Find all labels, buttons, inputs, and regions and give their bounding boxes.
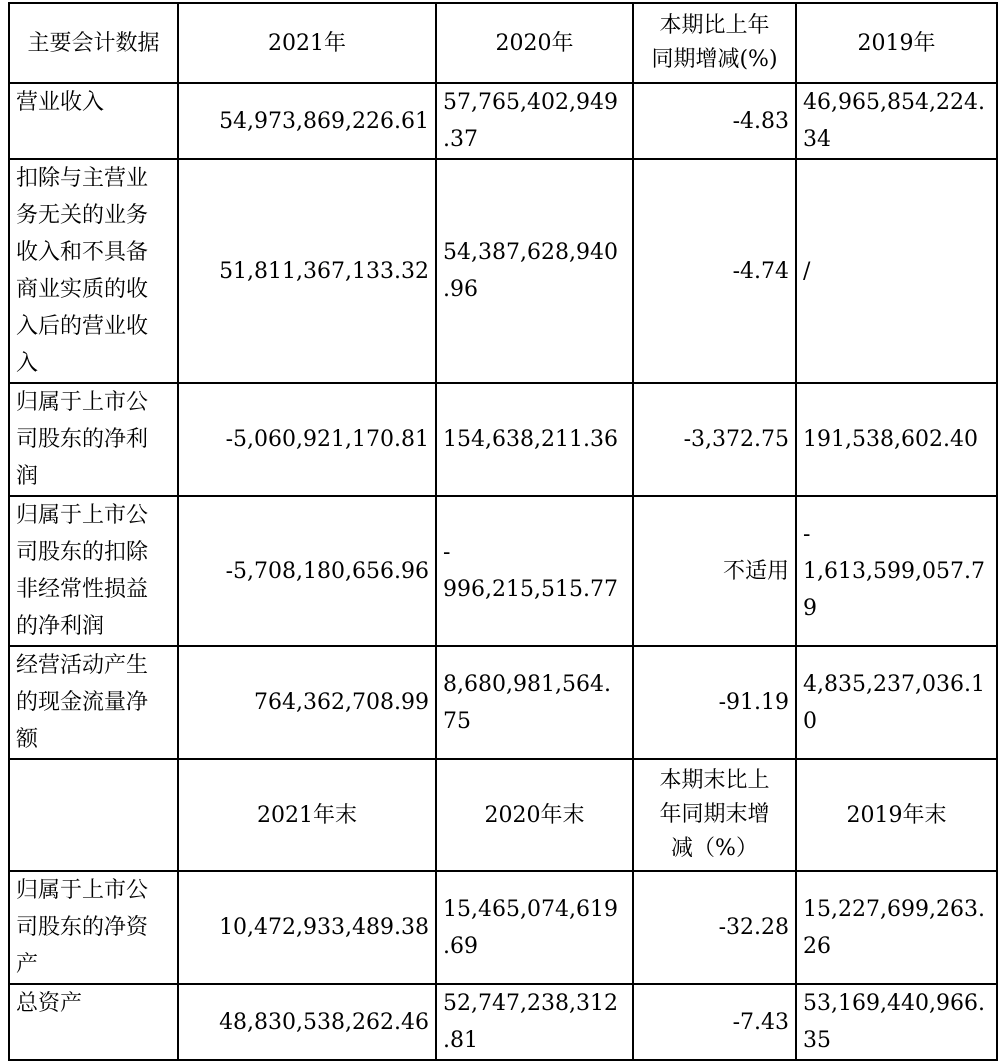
- header-label: 主要会计数据: [27, 30, 160, 56]
- value-change: -91.19: [633, 646, 796, 759]
- value-2019: 15,227,699,263. 26: [796, 871, 997, 984]
- value-2020: 8,680,981,564. 75: [436, 646, 633, 759]
- header-2020-end: 2020年末: [484, 802, 585, 828]
- value-change: -7.43: [633, 984, 796, 1060]
- value-2020: 15,465,074,619 .69: [436, 871, 633, 984]
- header-2020-end-cell: [436, 759, 633, 871]
- table-row: [9, 383, 997, 496]
- value-change: 不适用: [633, 496, 796, 646]
- value-2019: - 1,613,599,057.7 9: [796, 496, 997, 646]
- row-label: 营业收入: [9, 83, 178, 159]
- header-label-cell: [9, 3, 178, 83]
- table-row: [9, 159, 997, 383]
- accounting-data-table: [8, 2, 998, 1061]
- value-change: -4.74: [633, 159, 796, 383]
- header-2019-end: 2019年末: [846, 802, 947, 828]
- value-2021: 48,830,538,262.46: [178, 984, 436, 1060]
- value-2019: 4,835,237,036.1 0: [796, 646, 997, 759]
- header-2019-cell: [796, 3, 997, 83]
- value-change: -4.83: [633, 83, 796, 159]
- header-row: [9, 3, 997, 83]
- header-2020-cell: [436, 3, 633, 83]
- value-change: -32.28: [633, 871, 796, 984]
- row-label: 总资产: [9, 984, 178, 1060]
- table-row: [9, 83, 997, 159]
- header-change-cell: [633, 3, 796, 83]
- table-row: [9, 871, 997, 984]
- value-2019: 191,538,602.40: [796, 383, 997, 496]
- row-label: 归属于上市公 司股东的净资 产: [9, 871, 178, 984]
- header-change-line: 本期比上年: [659, 13, 770, 38]
- value-2021: 54,973,869,226.61: [178, 83, 436, 159]
- row-label: 经营活动产生 的现金流量净 额: [9, 646, 178, 759]
- value-2020: 154,638,211.36: [436, 383, 633, 496]
- row-label: 扣除与主营业 务无关的业务 收入和不具备 商业实质的收 入后的营业收 入: [9, 159, 178, 383]
- header-2021-end-cell: [178, 759, 436, 871]
- header-2019-end-cell: [796, 759, 997, 871]
- header-2021-end: 2021年末: [257, 802, 357, 828]
- value-2020: - 996,215,515.77: [436, 496, 633, 646]
- value-change: -3,372.75: [633, 383, 796, 496]
- row-label: 归属于上市公 司股东的净利 润: [9, 383, 178, 496]
- value-2021: -5,060,921,170.81: [178, 383, 436, 496]
- header-change-line: 同期增减(%): [651, 47, 778, 72]
- value-2021: 10,472,933,489.38: [178, 871, 436, 984]
- table-row: [9, 646, 997, 759]
- value-2019: 53,169,440,966. 35: [796, 984, 997, 1060]
- value-2020: 57,765,402,949 .37: [436, 83, 633, 159]
- value-2021: 51,811,367,133.32: [178, 159, 436, 383]
- value-2019: /: [796, 159, 997, 383]
- table-row: [9, 984, 997, 1060]
- value-2021: -5,708,180,656.96: [178, 496, 436, 646]
- header-2021: 2021年: [268, 30, 346, 56]
- value-2021: 764,362,708.99: [178, 646, 436, 759]
- value-2019: 46,965,854,224. 34: [796, 83, 997, 159]
- value-2020: 54,387,628,940 .96: [436, 159, 633, 383]
- header-row: [9, 759, 997, 871]
- header-2019: 2019年: [857, 30, 936, 56]
- header-change-end-cell: 本期末比上 年同期末增 减（%）: [633, 759, 796, 871]
- table-row: [9, 496, 997, 646]
- value-2020: 52,747,238,312 .81: [436, 984, 633, 1060]
- header-2020: 2020年: [495, 30, 574, 56]
- header-label-cell: [9, 759, 178, 871]
- header-2021-cell: [178, 3, 436, 83]
- row-label: 归属于上市公 司股东的扣除 非经常性损益 的净利润: [9, 496, 178, 646]
